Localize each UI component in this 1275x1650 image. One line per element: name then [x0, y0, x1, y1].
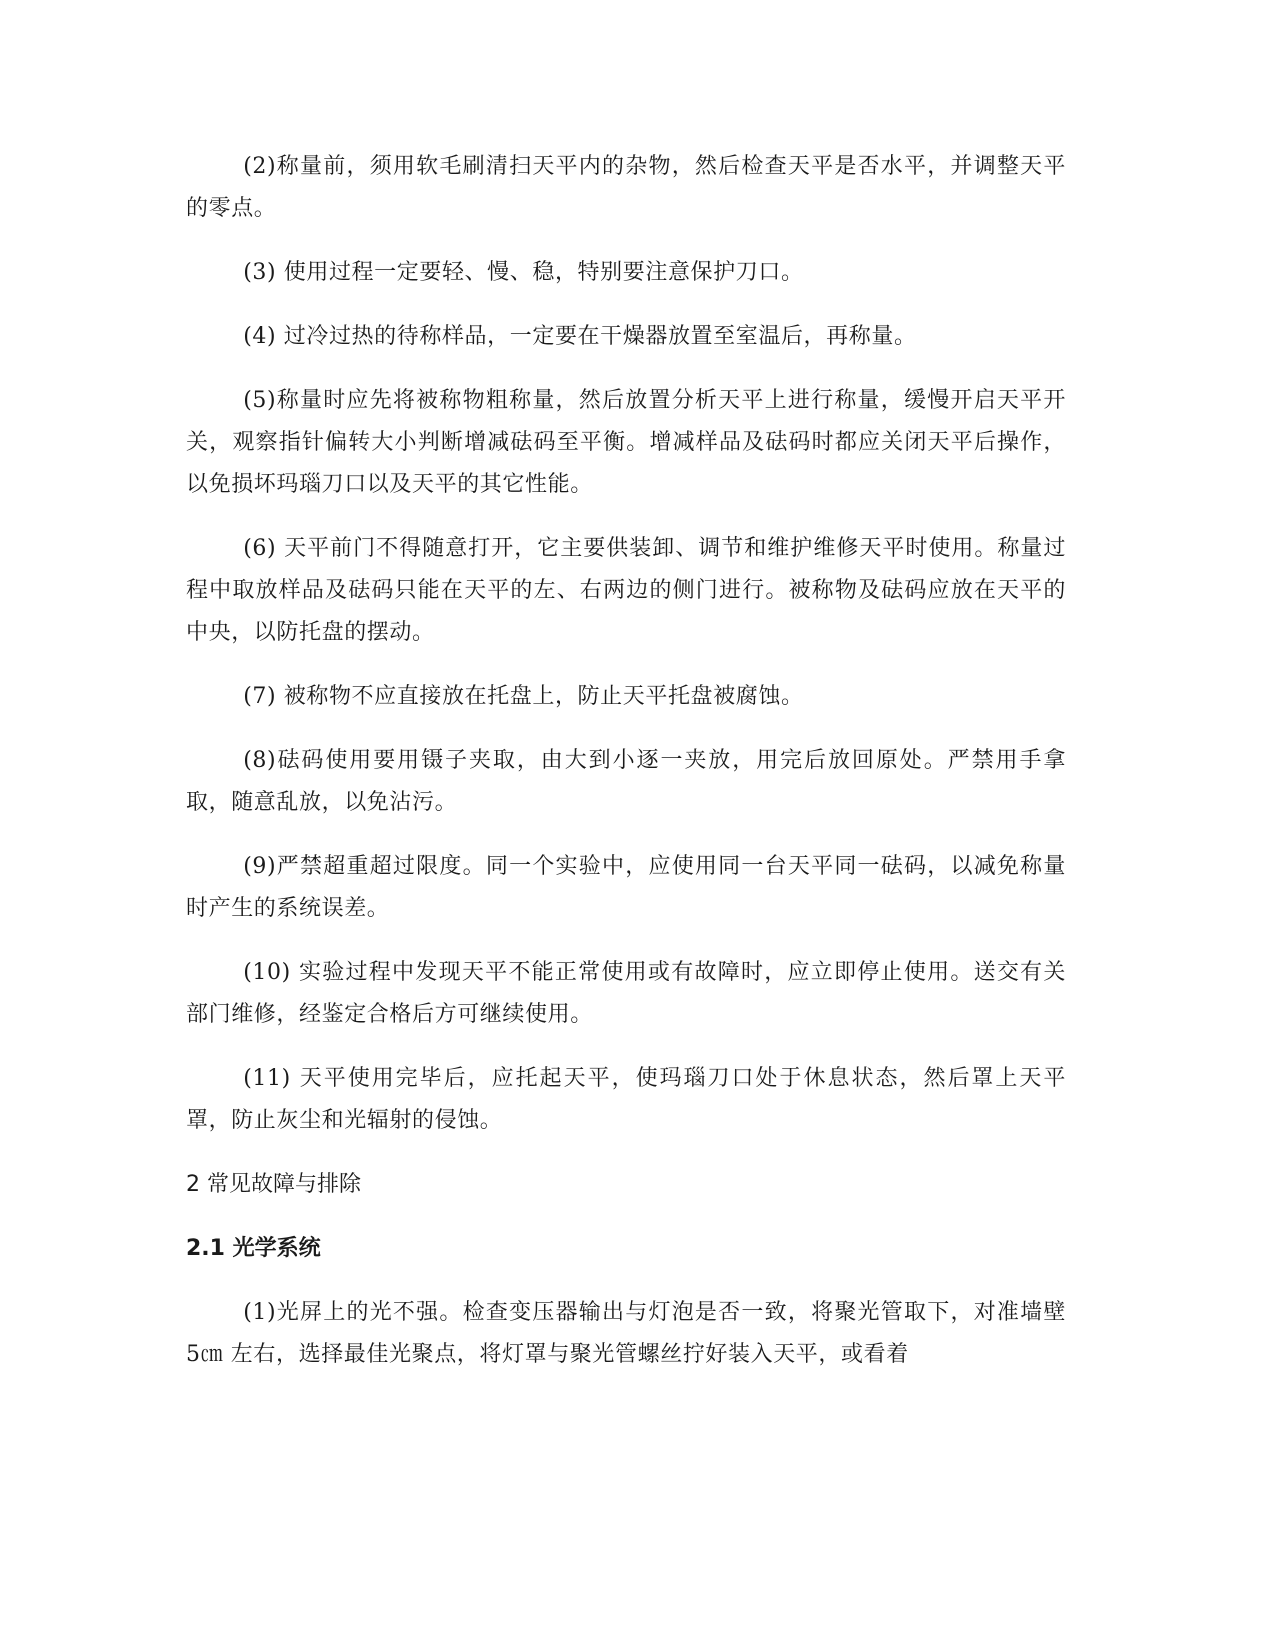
paragraph-10: (10) 实验过程中发现天平不能正常使用或有故障时，应立即停止使用。送交有关部门维修，经鉴定合格后方可继续使用。: [186, 960, 1066, 1027]
paragraph-6: (6) 天平前门不得随意打开，它主要供装卸、调节和维护维修天平时使用。称量过程中取放样品及砝码只能在天平的左、右两边的侧门进行。被称物及砝码应放在天平的中央，以防托盘的摆动。: [186, 536, 1066, 645]
paragraph-optical-1: (1)光屏上的光不强。检查变压器输出与灯泡是否一致，将聚光管取下，对准墙壁 5㎝ 左右，选择最佳光聚点，将灯罩与聚光管螺丝拧好装入天平，或看着: [186, 1300, 1066, 1367]
paragraph-7: (7) 被称物不应直接放在托盘上，防止天平托盘被腐蚀。: [243, 684, 804, 709]
document-page: [186, 146, 1066, 1398]
paragraph-11: (11) 天平使用完毕后，应托起天平，使玛瑙刀口处于休息状态，然后罩上天平罩，防止灰尘和光辐射的侵蚀。: [186, 1066, 1066, 1133]
paragraph-2: (2)称量前，须用软毛刷清扫天平内的杂物，然后检查天平是否水平，并调整天平的零点。: [186, 154, 1066, 221]
paragraph-4: (4) 过冷过热的待称样品，一定要在干燥器放置至室温后，再称量。: [243, 324, 917, 349]
section-heading: 2 常见故障与排除: [186, 1172, 361, 1197]
paragraph-5: (5)称量时应先将被称物粗称量，然后放置分析天平上进行称量，缓慢开启天平开关，观察指针偏转大小判断增减砝码至平衡。增减样品及砝码时都应关闭天平后操作，以免损坏玛瑙刀口以及天平的其它性能。: [186, 388, 1066, 497]
subsection-heading: 2.1 光学系统: [186, 1236, 321, 1261]
paragraph-3: (3) 使用过程一定要轻、慢、稳，特别要注意保护刀口。: [243, 260, 804, 285]
paragraph-9: (9)严禁超重超过限度。同一个实验中，应使用同一台天平同一砝码，以减免称量时产生的系统误差。: [186, 854, 1066, 921]
paragraph-8: (8)砝码使用要用镊子夹取，由大到小逐一夹放，用完后放回原处。严禁用手拿取，随意乱放，以免沾污。: [186, 748, 1066, 815]
